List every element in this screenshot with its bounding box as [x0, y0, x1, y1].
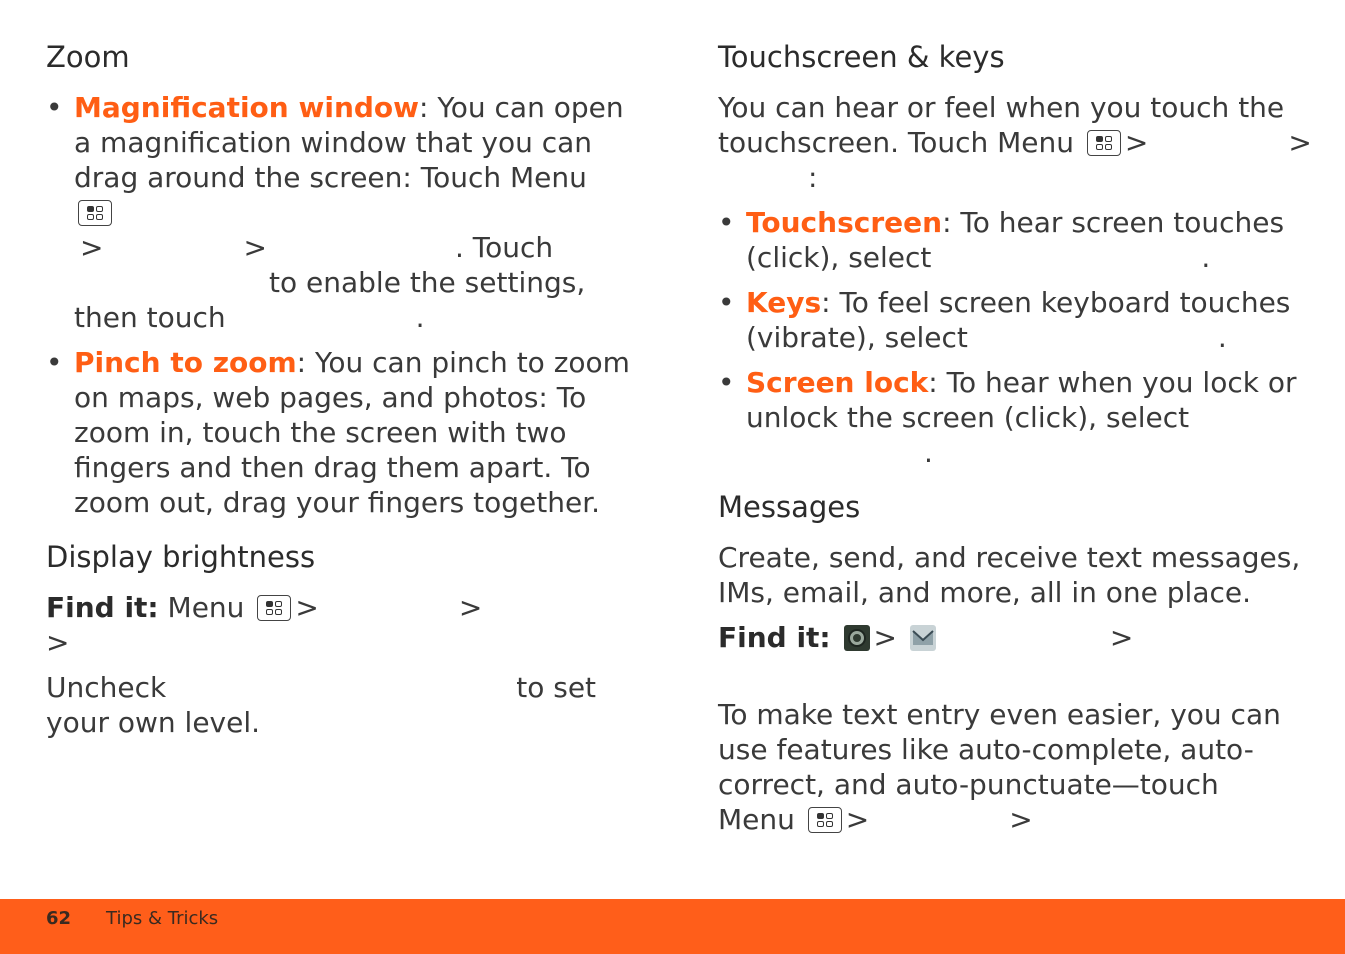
list-item-touchscreen: • Touchscreen: To hear screen touches (click), select . [718, 206, 1285, 274]
brightness-heading: Display brightness [46, 540, 316, 574]
bullet-icon: • [46, 346, 63, 379]
launcher-icon [844, 625, 870, 651]
find-it-messages: Find it: > > [718, 621, 1134, 654]
pinch-term: Pinch to zoom [74, 346, 297, 379]
touchscreen-intro: You can hear or feel when you touch the touchscreen. Touch Menu > > : [718, 91, 1312, 194]
left-column [46, 38, 636, 750]
right-column [718, 38, 1318, 847]
messages-intro: Create, send, and receive text messages, IMs, email, and more, all in one place. [718, 541, 1301, 609]
text-entry-tip: To make text entry even easier, you can use features like auto-complete, auto-correct, and auto-punctuate—touch Menu > > [718, 698, 1281, 836]
list-item-keys: • Keys: To feel screen keyboard touches (vibrate), select . [718, 286, 1291, 354]
list-item-magnification: • Magnification window: You can open a magnification window that you can drag around the screen: Touch Menu > > . Touch to enable the settings, then touch . [46, 91, 624, 334]
footer-bar [0, 899, 1345, 954]
messages-envelope-icon [910, 625, 936, 651]
menu-key-icon [257, 595, 291, 621]
zoom-list [46, 90, 636, 520]
menu-key-icon [78, 200, 112, 226]
touchscreen-heading: Touchscreen & keys [718, 40, 1005, 74]
bullet-icon: • [46, 91, 63, 124]
list-item-pinch: • Pinch to zoom: You can pinch to zoom on maps, web pages, and photos: To zoom in, touch the screen with two fingers and then drag them apart. To zoom out, drag your fingers together. [46, 346, 630, 519]
bullet-icon: • [718, 366, 735, 399]
touchscreen-term: Touchscreen [746, 206, 943, 239]
menu-key-icon [1087, 130, 1121, 156]
list-item-screen-lock: • Screen lock: To hear when you lock or unlock the screen (click), select . [718, 366, 1297, 469]
touchscreen-list [718, 205, 1318, 470]
bullet-icon: • [718, 206, 735, 239]
uncheck-text: Uncheck to set your own level. [46, 671, 597, 739]
messages-heading: Messages [718, 490, 861, 524]
zoom-heading: Zoom [46, 40, 130, 74]
bullet-icon: • [718, 286, 735, 319]
magnification-term: Magnification window [74, 91, 420, 124]
keys-term: Keys [746, 286, 822, 319]
screen-lock-term: Screen lock [746, 366, 929, 399]
menu-key-icon [808, 807, 842, 833]
section-title: Tips & Tricks [106, 908, 219, 929]
page-number: 62 [46, 908, 72, 929]
find-it-brightness: Find it: Menu > > > [46, 591, 483, 659]
